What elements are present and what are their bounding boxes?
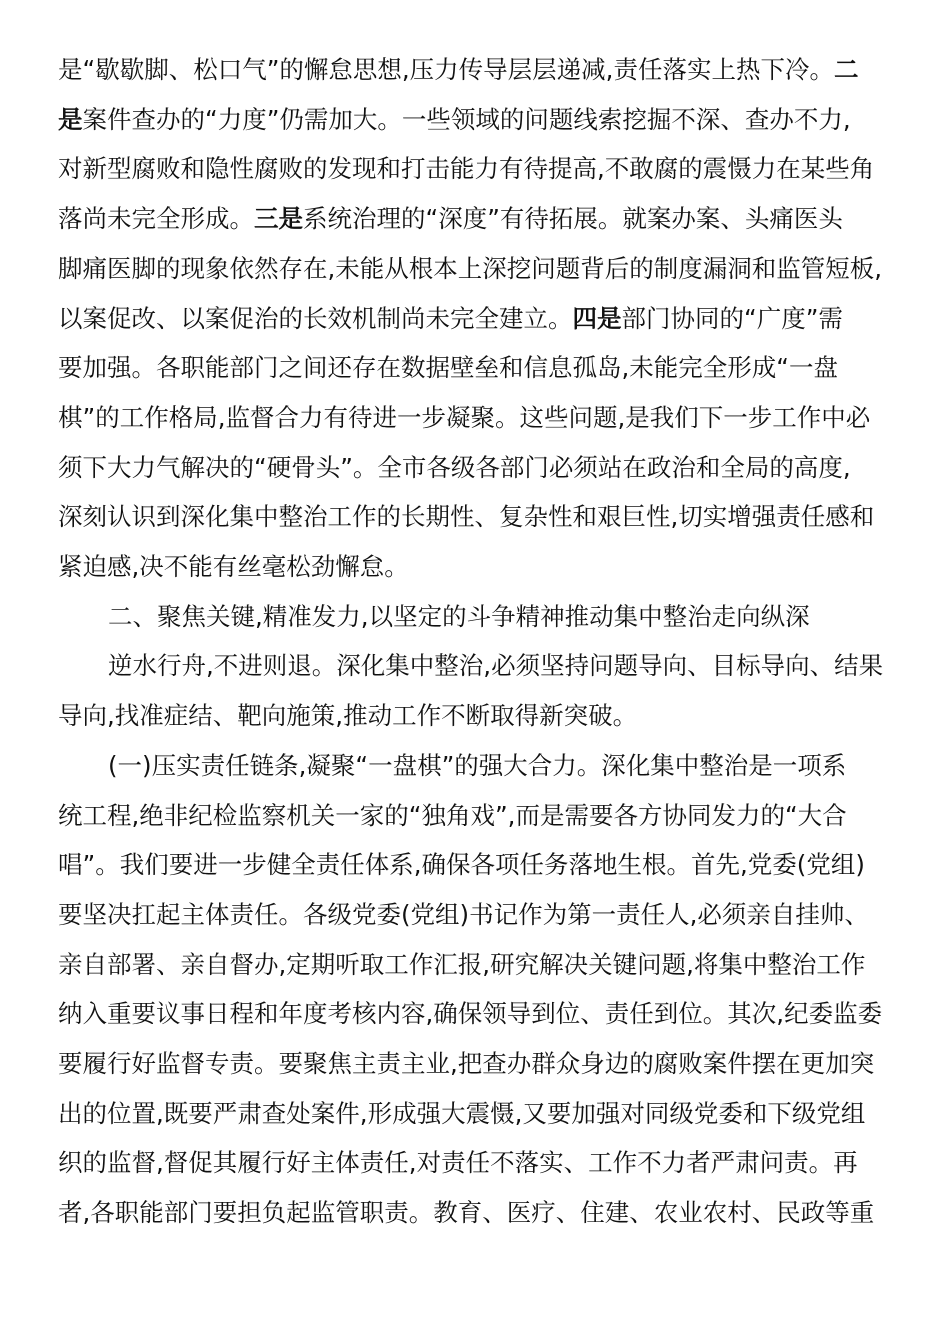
text-segment: 棋”的工作格局,监督合力有待进一步凝聚。这些问题,是我们下一步工作中必: [58, 402, 871, 432]
text-segment: 纳入重要议事日程和年度考核内容,确保领导到位、责任到位。其次,纪委监委: [58, 999, 883, 1029]
text-line: [58, 50, 858, 90]
text-line: [58, 100, 851, 140]
text-line: [58, 448, 851, 488]
text-segment: 二、聚焦关键,精准发力,以坚定的斗争精神推动集中整治走向纵深: [108, 601, 810, 631]
text-segment: 是“歇歇脚、松口气”的懈怠思想,压力传导层层递减,责任落实上热下冷。: [58, 55, 834, 84]
text-line: [58, 199, 843, 239]
text-line: [58, 249, 882, 289]
text-segment: 案件查办的“力度”仍需加大。一些领域的问题线索挖掘不深、查办不力,: [82, 104, 851, 134]
text-line: [58, 1094, 865, 1134]
text-line: [58, 299, 843, 339]
text-line: [58, 696, 637, 736]
text-segment: 脚痛医脚的现象依然存在,未能从根本上深挖问题背后的制度漏洞和监管短板,: [58, 253, 883, 283]
text-segment: 落尚未完全形成。: [58, 204, 254, 234]
text-segment: 亲自部署、亲自督办,定期听取工作汇报,研究解决关键问题,将集中整治工作: [58, 949, 866, 979]
text-line: [108, 597, 810, 637]
text-line: [58, 348, 838, 388]
text-line: [108, 646, 883, 686]
text-line: [58, 398, 870, 438]
text-line: [58, 945, 865, 985]
text-segment: 逆水行舟,不进则退。深化集中整治,必须坚持问题导向、目标导向、结果: [108, 651, 884, 681]
text-segment: 部门协同的“广度”需: [621, 303, 843, 333]
text-segment: 紧迫感,决不能有丝毫松劲懈怠。: [58, 552, 409, 581]
text-line: [58, 149, 874, 189]
text-line: [58, 796, 847, 836]
bold-text: 是: [58, 104, 83, 134]
text-line: [58, 1193, 874, 1233]
text-segment: 导向,找准症结、靶向施策,推动工作不断取得新突破。: [58, 701, 638, 731]
text-line: [58, 994, 882, 1034]
text-line: [108, 746, 846, 786]
text-segment: 唱”。我们要进一步健全责任体系,确保各项任务落地生根。首先,党委(党组): [58, 850, 865, 880]
text-segment: 系统治理的“深度”有待拓展。就案办案、头痛医头: [303, 204, 843, 234]
text-line: [58, 1143, 858, 1183]
text-segment: 者,各职能部门要担负起监管职责。教育、医疗、住建、农业农村、民政等重: [58, 1198, 875, 1228]
text-segment: 须下大力气解决的“硬骨头”。全市各级各部门必须站在政治和全局的高度,: [58, 452, 851, 482]
text-line: [58, 1044, 874, 1084]
text-segment: 要坚决扛起主体责任。各级党委(党组)书记作为第一责任人,必须亲自挂帅、: [58, 899, 869, 929]
bold-text: 二: [833, 55, 859, 84]
text-segment: 深刻认识到深化集中整治工作的长期性、复杂性和艰巨性,切实增强责任感和: [58, 502, 875, 532]
text-line: [58, 895, 869, 935]
text-segment: 出的位置,既要严肃查处案件,形成强大震慑,又要加强对同级党委和下级党组: [58, 1098, 866, 1128]
text-segment: 要加强。各职能部门之间还存在数据壁垒和信息孤岛,未能完全形成“一盘: [58, 353, 838, 383]
bold-text: 三是: [254, 204, 303, 234]
text-segment: 以案促改、以案促治的长效机制尚未完全建立。: [58, 303, 573, 333]
bold-text: 四是: [572, 303, 622, 333]
text-segment: 织的监督,督促其履行好主体责任,对责任不落实、工作不力者严肃问责。再: [58, 1148, 858, 1178]
text-segment: (一)压实责任链条,凝聚“一盘棋”的强大合力。深化集中整治是一项系: [108, 750, 847, 780]
text-line: [58, 497, 874, 537]
text-line: [58, 547, 409, 587]
text-line: [58, 845, 865, 885]
text-segment: 要履行好监督专责。要聚焦主责主业,把查办群众身边的腐败案件摆在更加突: [58, 1049, 875, 1078]
text-segment: 对新型腐败和隐性腐败的发现和打击能力有待提高,不敢腐的震慑力在某些角: [58, 154, 875, 184]
text-segment: 统工程,绝非纪检监察机关一家的“独角戏”,而是需要各方协同发力的“大合: [58, 800, 847, 830]
